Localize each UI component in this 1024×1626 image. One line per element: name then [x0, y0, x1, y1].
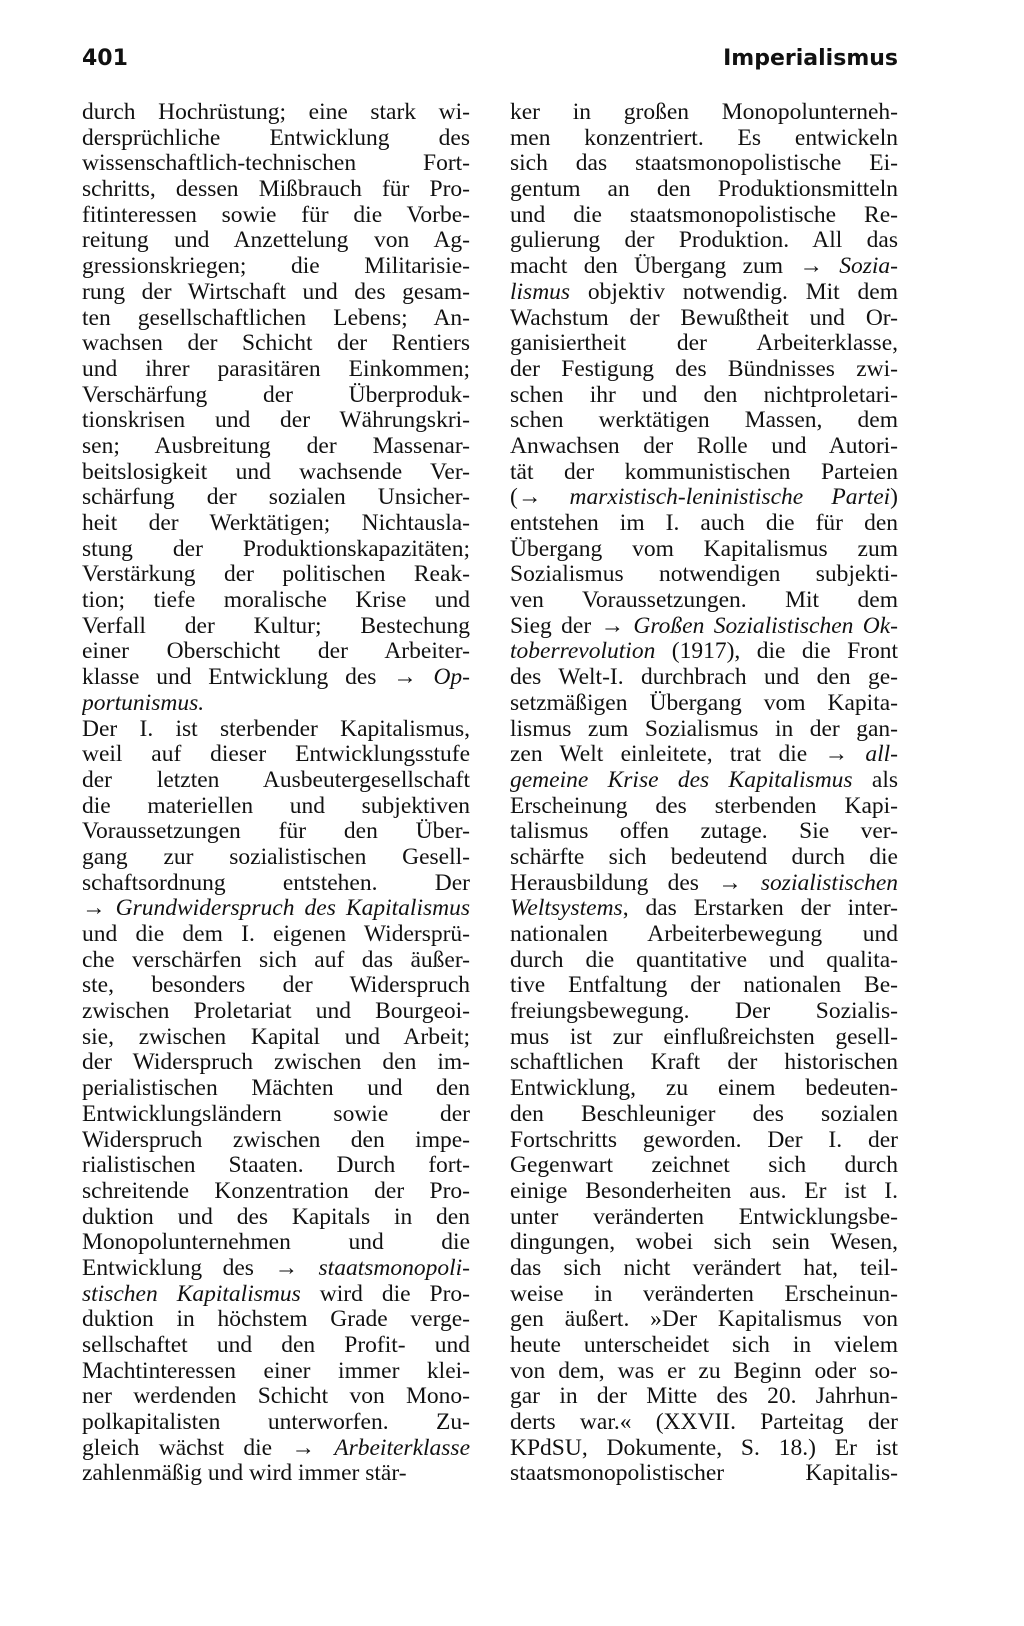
text-line: gang zur sozialistischen Gesell-: [82, 844, 470, 870]
text-line: sie, zwischen Kapital und Arbeit;: [82, 1024, 470, 1050]
text-line: tät der kommunistischen Parteien: [510, 459, 898, 485]
text-line: beitslosigkeit und wachsende Ver-: [82, 459, 470, 485]
text-line: rialistischen Staaten. Durch fort-: [82, 1153, 470, 1179]
text-line: Übergang vom Kapitalismus zum: [510, 536, 898, 562]
text-line: und die dem I. eigenen Widersprü-: [82, 922, 470, 947]
text-line: Weltsystems, das Erstarken der inter-: [510, 896, 898, 922]
text-line: macht den Übergang zum → Sozia-: [510, 254, 898, 280]
text-line: tionskrisen und der Währungskri-: [82, 408, 470, 434]
text-line: dersprüchliche Entwicklung des: [82, 125, 470, 151]
text-line: Verstärkung der politischen Reak-: [82, 562, 470, 588]
running-head: Imperialismus: [723, 46, 898, 71]
text-line: duktion in höchstem Grade verge-: [82, 1307, 470, 1333]
text-line: Entwicklung, zu einem bedeuten-: [510, 1076, 898, 1102]
text-line: der Widerspruch zwischen den im-: [82, 1050, 470, 1076]
text-line: Entwicklungsländern sowie der: [82, 1101, 470, 1127]
text-line: wachsen der Schicht der Rentiers: [82, 331, 470, 357]
text-line: ner werdenden Schicht von Mono-: [82, 1384, 470, 1410]
text-line: sellschaftet und den Profit- und: [82, 1333, 470, 1358]
text-line: ganisiertheit der Arbeiterklasse,: [510, 331, 898, 357]
text-line: stischen Kapitalismus wird die Pro-: [82, 1281, 470, 1307]
text-line: und die staatsmonopolistische Re-: [510, 202, 898, 228]
text-line: Wachstum der Bewußtheit und Or-: [510, 305, 898, 331]
text-line: Widerspruch zwischen den impe-: [82, 1127, 470, 1153]
text-line: zwischen Proletariat und Bourgeoi-: [82, 999, 470, 1025]
text-line: durch Hochrüstung; eine stark wi-: [82, 100, 470, 125]
text-line: (→ marxistisch-leninistische Partei): [510, 485, 898, 511]
text-line: einer Oberschicht der Arbeiter-: [82, 639, 470, 665]
text-line: KPdSU, Dokumente, S. 18.) Er ist: [510, 1435, 898, 1461]
text-line: men konzentriert. Es entwickeln: [510, 125, 898, 151]
text-line: sen; Ausbreitung der Massenar-: [82, 433, 470, 459]
text-line: schärfte sich bedeutend durch die: [510, 844, 898, 870]
text-line: gentum an den Produktionsmitteln: [510, 177, 898, 203]
text-line: schen ihr und den nichtproletari-: [510, 382, 898, 408]
text-line: polkapitalisten unterworfen. Zu-: [82, 1410, 470, 1436]
text-line: tion; tiefe moralische Krise und: [82, 588, 470, 614]
text-line: gressionskriegen; die Militarisie-: [82, 254, 470, 280]
text-line: portunismus.: [82, 690, 205, 716]
text-line: derts war.« (XXVII. Parteitag der: [510, 1410, 898, 1436]
text-line: der Festigung des Bündnisses zwi-: [510, 356, 898, 382]
text-line: tive Entfaltung der nationalen Be-: [510, 973, 898, 999]
text-line: das sich nicht verändert hat, teil-: [510, 1255, 898, 1281]
text-line: ste, besonders der Widerspruch: [82, 973, 470, 999]
text-line: → Grundwiderspruch des Kapitalismus: [82, 896, 470, 922]
text-line: ker in großen Monopolunterneh-: [510, 100, 898, 125]
page-header: [82, 46, 898, 86]
text-line: rung der Wirtschaft und des gesam-: [82, 279, 470, 305]
text-line: ten gesellschaftlichen Lebens; An-: [82, 305, 470, 331]
text-line: duktion und des Kapitals in den: [82, 1204, 470, 1230]
text-line: sich das staatsmonopolistische Ei-: [510, 151, 898, 177]
text-line: weil auf dieser Entwicklungsstufe: [82, 742, 470, 768]
text-line: gemeine Krise des Kapitalismus als: [510, 767, 898, 793]
text-line: der letzten Ausbeutergesellschaft: [82, 767, 470, 793]
text-line: Anwachsen der Rolle und Autori-: [510, 433, 898, 459]
text-line: stung der Produktionskapazitäten;: [82, 536, 470, 562]
text-line: gleich wächst die → Arbeiterklasse: [82, 1435, 470, 1461]
text-line: schreitende Konzentration der Pro-: [82, 1178, 470, 1204]
text-line: dingungen, wobei sich sein Wesen,: [510, 1230, 898, 1256]
text-line: Monopolunternehmen und die: [82, 1230, 470, 1256]
text-line: durch die quantitative und qualita-: [510, 947, 898, 973]
text-line: unter veränderten Entwicklungsbe-: [510, 1204, 898, 1230]
text-line: ven Voraussetzungen. Mit dem: [510, 588, 898, 614]
text-line: toberrevolution (1917), die die Front: [510, 639, 898, 665]
text-line: mus ist zur einflußreichsten gesell-: [510, 1024, 898, 1050]
text-line: nationalen Arbeiterbewegung und: [510, 922, 898, 947]
text-line: talismus offen zutage. Sie ver-: [510, 819, 898, 845]
text-line: heit der Werktätigen; Nichtausla-: [82, 511, 470, 536]
text-line: gen äußert. »Der Kapitalismus von: [510, 1307, 898, 1333]
text-line: des Welt-I. durchbrach und den ge-: [510, 665, 898, 691]
text-line: Verfall der Kultur; Bestechung: [82, 613, 470, 639]
text-line: den Beschleuniger des sozialen: [510, 1101, 898, 1127]
text-line: schaftsordnung entstehen. Der: [82, 870, 470, 896]
text-line: und ihrer parasitären Einkommen;: [82, 356, 470, 382]
right-text-column: [510, 100, 898, 1487]
text-line: heute unterscheidet sich in vielem: [510, 1333, 898, 1358]
text-line: die materiellen und subjektiven: [82, 793, 470, 819]
text-line: Der I. ist sterbender Kapitalismus,: [82, 716, 470, 742]
text-line: lismus objektiv notwendig. Mit dem: [510, 279, 898, 305]
text-line: fitinteressen sowie für die Vorbe-: [82, 202, 470, 228]
text-line: wissenschaftlich-technischen Fort-: [82, 151, 470, 177]
text-line: Fortschritts geworden. Der I. der: [510, 1127, 898, 1153]
text-line: perialistischen Mächten und den: [82, 1076, 470, 1102]
text-line: Sieg der → Großen Sozialistischen Ok-: [510, 613, 898, 639]
text-line: che verschärfen sich auf das äußer-: [82, 947, 470, 973]
text-line: weise in veränderten Erscheinun-: [510, 1281, 898, 1307]
text-line: schaftlichen Kraft der historischen: [510, 1050, 898, 1076]
text-line: entstehen im I. auch die für den: [510, 511, 898, 536]
text-line: Verschärfung der Überproduk-: [82, 382, 470, 408]
text-line: Voraussetzungen für den Über-: [82, 819, 470, 845]
text-line: einige Besonderheiten aus. Er ist I.: [510, 1178, 898, 1204]
text-line: gar in der Mitte des 20. Jahrhun-: [510, 1384, 898, 1410]
text-line: Erscheinung des sterbenden Kapi-: [510, 793, 898, 819]
left-text-column: [82, 100, 470, 1487]
text-line: schen werktätigen Massen, dem: [510, 408, 898, 434]
text-line: von dem, was er zu Beginn oder so-: [510, 1358, 898, 1384]
text-line: Gegenwart zeichnet sich durch: [510, 1153, 898, 1179]
page-number: 401: [82, 46, 128, 71]
text-line: zen Welt einleitete, trat die → all-: [510, 742, 898, 768]
text-line: gulierung der Produktion. All das: [510, 228, 898, 254]
text-line: Machtinteressen einer immer klei-: [82, 1358, 470, 1384]
text-line: setzmäßigen Übergang vom Kapita-: [510, 690, 898, 716]
text-line: freiungsbewegung. Der Sozialis-: [510, 999, 898, 1025]
text-line: Entwicklung des → staatsmonopoli-: [82, 1255, 470, 1281]
text-line: schritts, dessen Mißbrauch für Pro-: [82, 177, 470, 203]
text-line: klasse und Entwicklung des → Op-: [82, 665, 470, 691]
text-line: lismus zum Sozialismus in der gan-: [510, 716, 898, 742]
text-line: schärfung der sozialen Unsicher-: [82, 485, 470, 511]
text-line: Sozialismus notwendigen subjekti-: [510, 562, 898, 588]
text-line: Herausbildung des → sozialistischen: [510, 870, 898, 896]
text-line: reitung und Anzettelung von Ag-: [82, 228, 470, 254]
text-line: staatsmonopolistischer Kapitalis-: [510, 1461, 898, 1487]
text-line: zahlenmäßig und wird immer stär-: [82, 1461, 407, 1487]
